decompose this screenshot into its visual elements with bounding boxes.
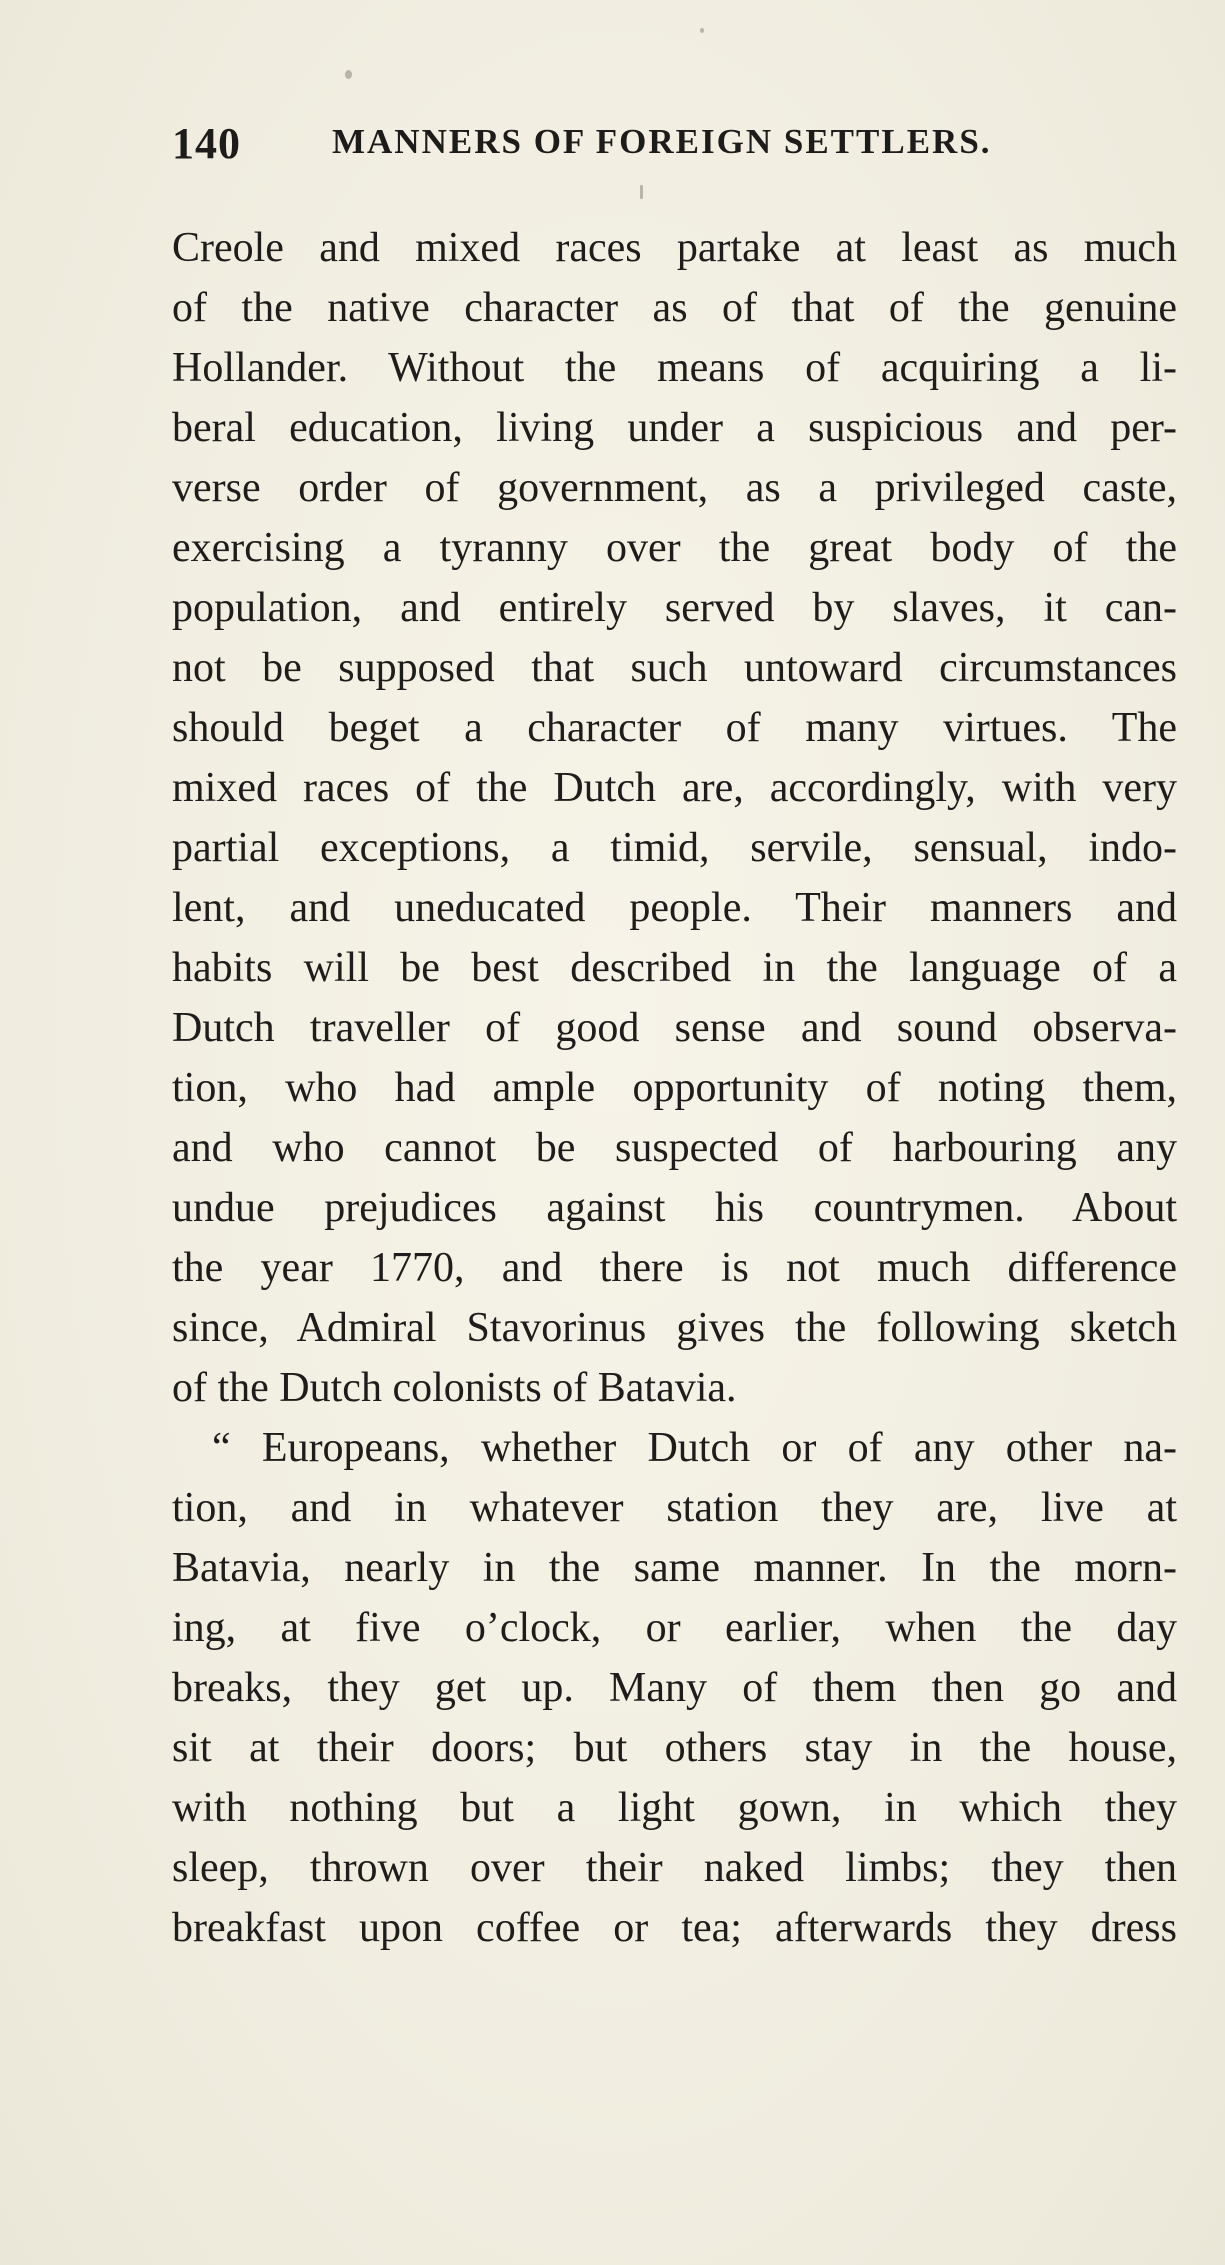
text-line: beral education, living under a suspicious and per- [172,405,1177,451]
text-line: population, and entirely served by slaves, it can- [172,585,1177,631]
page-number: 140 [172,119,241,168]
text-line: Creole and mixed races partake at least as much [172,225,1177,271]
text-line: of the native character as of that of the genuine [172,285,1177,331]
text-line: should beget a character of many virtues. The [172,705,1177,751]
text-line: Dutch traveller of good sense and sound observa- [172,1005,1177,1051]
text-line: the year 1770, and there is not much difference [172,1245,1177,1291]
text-line: exercising a tyranny over the great body of the [172,525,1177,571]
text-line: Batavia, nearly in the same manner. In the morn- [172,1545,1177,1591]
paper-speck [700,28,704,33]
text-line: partial exceptions, a timid, servile, sensual, indo- [172,825,1177,871]
text-line: sit at their doors; but others stay in the house, [172,1725,1177,1771]
text-line: tion, and in whatever station they are, live at [172,1485,1177,1531]
text-line: and who cannot be suspected of harbouring any [172,1125,1177,1171]
text-line: tion, who had ample opportunity of noting them, [172,1065,1177,1111]
text-line: breaks, they get up. Many of them then go and [172,1665,1177,1711]
running-head: MANNERS OF FOREIGN SETTLERS. [332,122,992,161]
text-line: verse order of government, as a privileged caste, [172,465,1177,511]
text-line: mixed races of the Dutch are, accordingly, with very [172,765,1177,811]
body-text [172,218,1182,1958]
paper-speck [640,185,643,199]
text-line: breakfast upon coffee or tea; afterwards they dress [172,1905,1177,1951]
page-header [172,118,1012,178]
paper-speck [345,70,352,79]
text-line: Hollander. Without the means of acquiring a li- [172,345,1177,391]
text-line: not be supposed that such untoward circumstances [172,645,1177,691]
text-line: with nothing but a light gown, in which they [172,1785,1177,1831]
text-line: sleep, thrown over their naked limbs; they then [172,1845,1177,1891]
quote-first-line: “ Europeans, whether Dutch or of any other na- [212,1425,1177,1471]
text-line: of the Dutch colonists of Batavia. [172,1365,737,1411]
text-line: ing, at five o’clock, or earlier, when the day [172,1605,1177,1651]
text-line: undue prejudices against his countrymen. About [172,1185,1177,1231]
text-line: since, Admiral Stavorinus gives the following sketch [172,1305,1177,1351]
text-line: lent, and uneducated people. Their manners and [172,885,1177,931]
text-line: habits will be best described in the language of a [172,945,1177,991]
